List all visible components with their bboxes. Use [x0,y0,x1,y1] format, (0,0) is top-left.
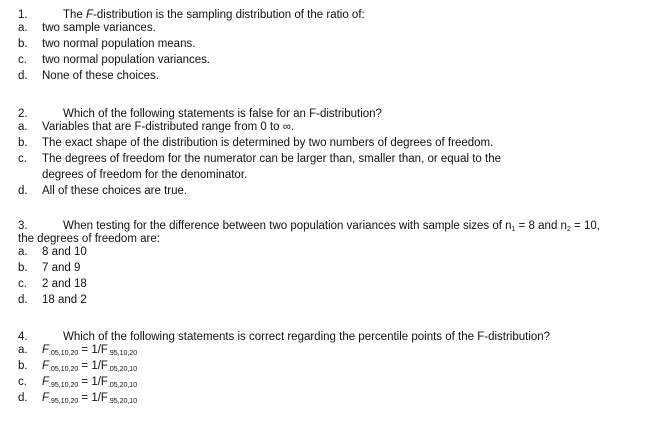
question-text: When testing for the difference between two population variances with sample sizes of $n_1 = 8$ and $n_2 = 10$, [63,220,600,233]
option-b: b. The exact shape of the distribution is determined by two numbers of degrees of freedom. [18,137,494,149]
option-c-continuation: degrees of freedom for the denominator. [42,169,248,181]
option-a: a. 8 and 10 [18,246,87,258]
question-text: Which of the following statements is false for an F-distribution? [63,108,382,120]
option-d: d. 18 and 2 [18,294,87,306]
option-d: d. $F_{.95,10,20} = 1/F_{.95,20,10}$ [18,392,138,405]
option-a: a. two sample variances. [18,22,156,34]
question-1 [18,10,663,87]
option-a: a. $F_{.05,10,20} = 1/F_{.95,10,20}$ [18,344,138,357]
question-text: Which of the following statements is correct regarding the percentile points of the F-distribution? [63,331,551,343]
option-c: c. $F_{.95,10,20} = 1/F_{.05,20,10}$ [18,376,138,389]
option-a: a. Variables that are F-distributed range from 0 to ∞. [18,121,295,133]
question-number: 3. [18,220,28,232]
option-b: b. $F_{.05,10,20} = 1/F_{.05,20,10}$ [18,360,138,373]
question-number: 2. [18,108,28,120]
question-number: 1. [18,9,28,21]
option-d: d. None of these choices. [18,70,159,82]
option-c: c. two normal population variances. [18,54,211,66]
question-3-stem [18,221,663,234]
option-b: b. two normal population means. [18,38,196,50]
question-2 [18,109,663,202]
option-b: b. 7 and 9 [18,262,81,274]
question-3-continuation: the degrees of freedom are: [18,233,160,245]
question-4-stem [18,332,663,345]
option-c: c. 2 and 18 [18,278,87,290]
option-c: c. The degrees of freedom for the numerator can be larger than, smaller than, or equal to the [18,153,501,165]
question-number: 4. [18,331,28,343]
option-d: d. All of these choices are true. [18,185,188,197]
question-4 [18,332,663,409]
question-3 [18,221,663,311]
question-text: The F-distribution is the sampling distribution of the ratio of: [63,9,365,21]
